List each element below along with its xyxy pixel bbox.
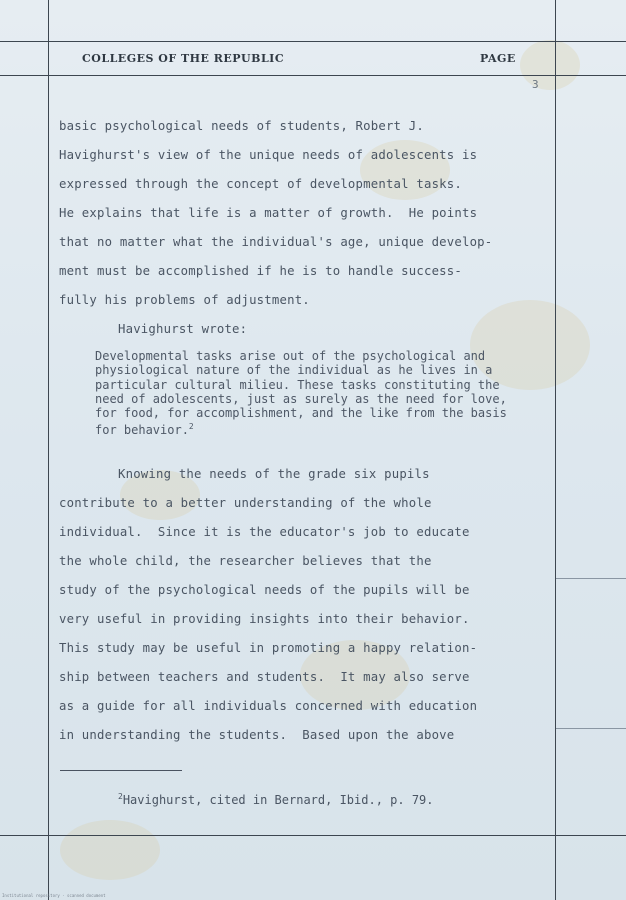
text-line: in understanding the students. Based upon the above [59, 728, 455, 742]
text-line: fully his problems of adjustment. [59, 293, 310, 307]
text-line: ment must be accomplished if he is to handle success- [59, 264, 462, 278]
text-line: individual. Since it is the educator's job to educate [59, 525, 470, 539]
text-line: that no matter what the individual's age, unique develop- [59, 235, 493, 249]
header-top-rule [0, 41, 626, 42]
text-line: Knowing the needs of the grade six pupils [118, 467, 430, 481]
bottom-rule [0, 835, 626, 836]
footnote-text: Havighurst, cited in Bernard, Ibid., p. 79. [122, 793, 434, 807]
quote-footnote-ref: 2 [188, 422, 194, 432]
header-page-label: PAGE [480, 52, 516, 65]
scan-label: Institutional repository · scanned document [2, 893, 106, 898]
text-line: ship between teachers and students. It may also serve [59, 670, 470, 684]
text-line: He explains that life is a matter of growth. He points [59, 206, 478, 220]
right-side-rule-2 [556, 728, 626, 729]
text-line: This study may be useful in promoting a happy relation- [59, 641, 478, 655]
right-margin-line [555, 0, 556, 900]
footnote-rule [60, 770, 182, 771]
footnote-marker: 2 [118, 792, 123, 801]
header-title: COLLEGES OF THE REPUBLIC [82, 52, 285, 65]
left-margin-line [48, 0, 49, 900]
text-line: as a guide for all individuals concerned with education [59, 699, 478, 713]
text-line: very useful in providing insights into their behavior. [59, 612, 470, 626]
block-quote [95, 349, 515, 438]
text-line: contribute to a better understanding of the whole [59, 496, 432, 510]
text-line: the whole child, the researcher believes that the [59, 554, 432, 568]
text-line: basic psychological needs of students, Robert J. [59, 119, 424, 133]
quote-text: Developmental tasks arise out of the psychological and physiological nature of the individual as he lives in a particular cultural milieu. These tasks constituting the need of adolescents, just as surely as the need for love, for food, for accomplishment, and the like from the basis for behavior. [95, 349, 507, 438]
footnote [118, 792, 434, 807]
right-side-rule-1 [556, 578, 626, 579]
text-line: expressed through the concept of developmental tasks. [59, 177, 462, 191]
text-line: Havighurst's view of the unique needs of adolescents is [59, 148, 478, 162]
page-number: 3 [532, 78, 539, 91]
quote-intro: Havighurst wrote: [118, 322, 248, 336]
header-bottom-rule [0, 75, 626, 76]
text-line: study of the psychological needs of the pupils will be [59, 583, 470, 597]
